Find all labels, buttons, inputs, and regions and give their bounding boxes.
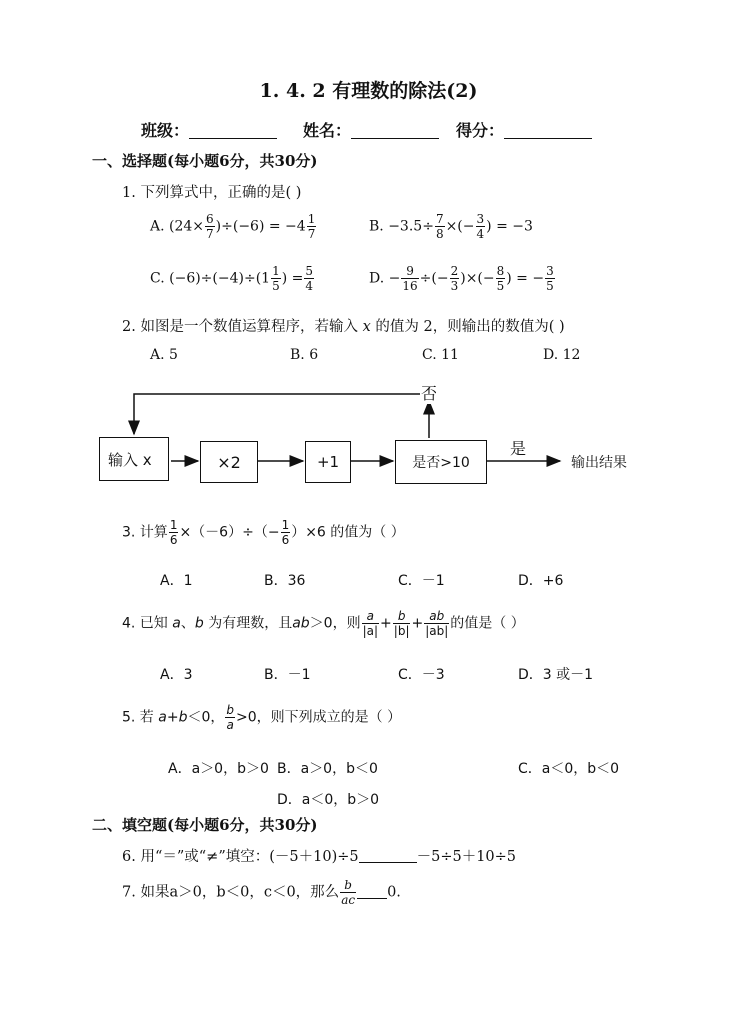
section-1-title: 一、选择题(每小题6分，共30分): [92, 152, 318, 170]
name-label: 姓名：: [303, 121, 352, 140]
q4-option-c[interactable]: C．－3: [398, 667, 445, 683]
flow-output-label: 输出结果: [571, 455, 627, 471]
q4-option-b[interactable]: B．－1: [264, 667, 311, 683]
flow-yes-label: 是: [510, 439, 527, 458]
flow-no-label: 否: [421, 381, 437, 404]
q1-option-c[interactable]: C. (−6)÷(−4)÷(1 $\frac{1}{5}$ ) = $\frac{5}{4}$: [150, 264, 314, 293]
q1-option-b[interactable]: B. −3.5÷ $\frac{7}{8}$ ×(− $\frac{3}{4}$ ) = −3: [369, 212, 533, 241]
q2-option-d[interactable]: D. 12: [543, 347, 581, 363]
class-label: 班级：: [141, 121, 190, 140]
q4-option-a[interactable]: A．3: [160, 667, 193, 683]
q6-stem: 6. 用“＝”或“≠”填空：(－5＋10)÷5 －5÷5＋10÷5: [122, 849, 517, 865]
q5-option-a[interactable]: A．a＞0，b＞0: [168, 761, 269, 777]
page-title: 1. 4. 2 有理数的除法(2): [259, 80, 478, 102]
q5-option-c[interactable]: C．a＜0，b＜0: [518, 761, 620, 777]
score-label: 得分：: [456, 121, 505, 140]
flow-input-box: 输入 x: [99, 437, 169, 481]
q5-option-b[interactable]: B．a＞0，b＜0: [277, 761, 378, 777]
section-2-title: 二、填空题(每小题6分，共30分): [92, 816, 318, 834]
q3-stem: 3. 计算 $\frac{1}{6}$ ×（－6）÷（− $\frac{1}{6}$ ）×6 的值为（ ）: [122, 518, 405, 547]
q2-option-c[interactable]: C. 11: [422, 347, 459, 363]
q4-option-d[interactable]: D．3 或－1: [518, 667, 594, 683]
q3-option-b[interactable]: B．36: [264, 573, 306, 589]
flow-times2-box: ×2: [200, 441, 258, 483]
q7-stem: 7. 如果a＞0，b＜0，c＜0，那么 $\frac{b}{ac}$ 0.: [122, 878, 401, 907]
q6-answer-blank[interactable]: [359, 862, 417, 863]
q3-option-d[interactable]: D．+6: [518, 573, 564, 589]
q3-option-c[interactable]: C．－1: [398, 573, 445, 589]
q4-stem: 4. 已知 a、b 为有理数，且ab＞0，则 $\frac{a}{|a|}$ + $\frac{b}{|b|}$ + $\frac{ab}{|ab|}$ 的值是（ ）: [122, 609, 525, 638]
q5-stem: 5. 若 a+b＜0， $\frac{b}{a}$ >0，则下列成立的是（ ）: [122, 703, 402, 732]
q3-option-a[interactable]: A．1: [160, 573, 193, 589]
flow-plus1-box: +1: [305, 441, 351, 483]
q7-answer-blank[interactable]: [357, 898, 387, 899]
q1-option-a[interactable]: A. (24× $\frac{6}{7}$ )÷(−6) = −4 $\frac{1}{7}$: [150, 212, 316, 241]
arrow-loop-back: [134, 394, 420, 434]
q2-option-a[interactable]: A. 5: [150, 347, 178, 363]
q2-option-b[interactable]: B. 6: [290, 347, 319, 363]
q5-option-d[interactable]: D．a＜0，b＞0: [277, 792, 380, 808]
flow-check-box: 是否>10: [395, 440, 487, 484]
q1-option-d[interactable]: D. − $\frac{9}{16}$ ÷(− $\frac{2}{3}$ )×(− $\frac{8}{5}$ ) = − $\frac{3}{5}$: [369, 264, 554, 293]
q2-stem: 2. 如图是一个数值运算程序，若输入 x 的值为 2，则输出的数值为( ): [122, 319, 565, 335]
q1-stem: 1. 下列算式中，正确的是( ): [122, 185, 302, 201]
